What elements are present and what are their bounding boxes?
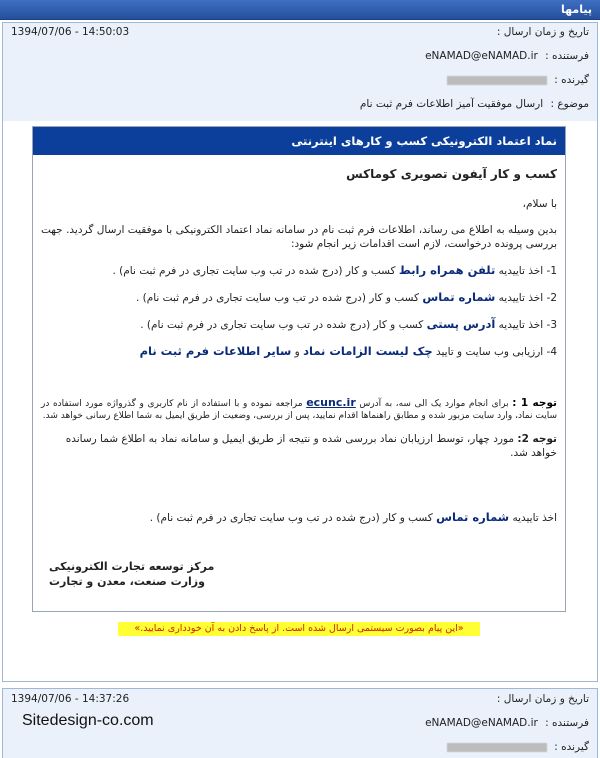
datetime-label-2: تاریخ و زمان ارسال : — [496, 693, 589, 705]
app-title: پیامها — [561, 3, 592, 16]
note-2 — [41, 432, 557, 460]
confirm-post: کسب و کار (درج شده در تب وب سایت تجاری در فرم ثبت نام) . — [149, 512, 433, 524]
message-header-1 — [3, 23, 597, 121]
receiver-row — [11, 74, 589, 86]
subject-value: ارسال موفقیت آمیز اطلاعات فرم ثبت نام — [359, 98, 544, 110]
body-header: نماد اعتماد الکترونیکی کسب و کارهای اینترنتی — [33, 127, 565, 155]
signature-line-2: وزارت صنعت، معدن و تجارت — [49, 575, 205, 588]
confirm-line — [41, 510, 557, 524]
step-4-bold2: سایر اطلاعات فرم ثبت نام — [139, 344, 292, 358]
signature-line-1: مرکز توسعه تجارت الکترونیکی — [49, 560, 215, 573]
step-2-post: کسب و کار (درج شده در تب وب سایت تجاری در فرم ثبت نام) . — [135, 292, 419, 304]
datetime-row — [11, 26, 589, 38]
step-3 — [41, 317, 557, 332]
step-2-bold: شماره تماس — [422, 290, 496, 304]
datetime-value-2: 1394/07/06 - 14:37:26 — [11, 693, 130, 705]
sender-value: eNAMAD@eNAMAD.ir — [425, 50, 538, 62]
message-body-box — [32, 126, 566, 612]
system-note: «این پیام بصورت سیستمی ارسال شده است. از پاسخ دادن به آن خودداری نمایید.» — [118, 622, 480, 636]
sender-label-2: فرستنده : — [545, 717, 589, 729]
step-3-bold: آدرس پستی — [426, 317, 496, 331]
datetime-row-2 — [11, 693, 589, 705]
sender-label: فرستنده : — [545, 50, 589, 62]
body-content — [33, 167, 565, 589]
receiver-label: گیرنده : — [554, 74, 589, 86]
step-4-pre: 4- ارزیابی وب سایت و تایید — [436, 346, 557, 358]
watermark: Sitedesign-co.com — [22, 712, 154, 729]
confirm-pre: اخذ تاییدیه — [512, 512, 557, 524]
receiver-redacted — [447, 76, 547, 85]
company-name: کسب و کار آیفون تصویری کوماکس — [346, 167, 557, 181]
note-1-title: توجه 1 : — [512, 397, 557, 409]
datetime-value: 1394/07/06 - 14:50:03 — [11, 26, 130, 38]
confirm-bold: شماره تماس — [436, 510, 510, 524]
greeting: با سلام، — [522, 198, 557, 210]
note-1-post: مراجعه نموده و با استفاده از نام کاربری و گذرواژه مورد استفاده در سایت نماد، وارد سایت مزبور شده و مطابق راهنماها اقدام نمایید، پس از بررسی، وضعیت از طریق ایمیل به شما اطلاع رسانی خواهد شد. — [41, 399, 557, 421]
step-2 — [41, 290, 557, 305]
step-3-post: کسب و کار (درج شده در تب وب سایت تجاری در فرم ثبت نام) . — [140, 319, 424, 331]
note-2-text: مورد چهار، توسط ارزیابان نماد بررسی شده و نتیجه از طریق ایمیل و سامانه نماد به اطلاع شما رسانده خواهد شد. — [65, 433, 557, 459]
signature — [41, 559, 557, 589]
step-1-bold: تلفن همراه رابط — [398, 263, 496, 277]
note-1-link[interactable]: ecunc.ir — [306, 396, 356, 409]
sender-value-2: eNAMAD@eNAMAD.ir — [425, 717, 538, 729]
sender-row — [11, 50, 589, 62]
step-4 — [41, 344, 557, 359]
receiver-row-2 — [11, 741, 589, 753]
step-3-pre: 3- اخذ تاییدیه — [498, 319, 557, 331]
step-4-mid: و — [294, 346, 300, 358]
intro-text: بدین وسیله به اطلاع می رساند، اطلاعات فرم ثبت نام در سامانه نماد اعتماد الکترونیکی با موفقیت ارسال گردید. جهت بررسی پرونده درخواست، لازم است اقدامات زیر انجام شود: — [41, 224, 557, 250]
receiver-redacted-2 — [447, 743, 547, 752]
note-2-title: توجه 2: — [517, 433, 557, 445]
messages-titlebar — [0, 0, 600, 20]
subject-label: موضوع : — [550, 98, 589, 110]
step-2-pre: 2- اخذ تاییدیه — [498, 292, 557, 304]
step-1-pre: 1- اخذ تاییدیه — [498, 265, 557, 277]
note-1-pre: برای انجام موارد یک الی سه، به آدرس — [359, 399, 509, 409]
datetime-label: تاریخ و زمان ارسال : — [496, 26, 589, 38]
receiver-label-2: گیرنده : — [554, 741, 589, 753]
step-1 — [41, 263, 557, 278]
subject-row — [11, 98, 589, 110]
note-1 — [41, 397, 557, 422]
step-4-bold: چک لیست الزامات نماد — [303, 344, 433, 358]
step-1-post: کسب و کار (درج شده در تب وب سایت تجاری در فرم ثبت نام) . — [112, 265, 396, 277]
